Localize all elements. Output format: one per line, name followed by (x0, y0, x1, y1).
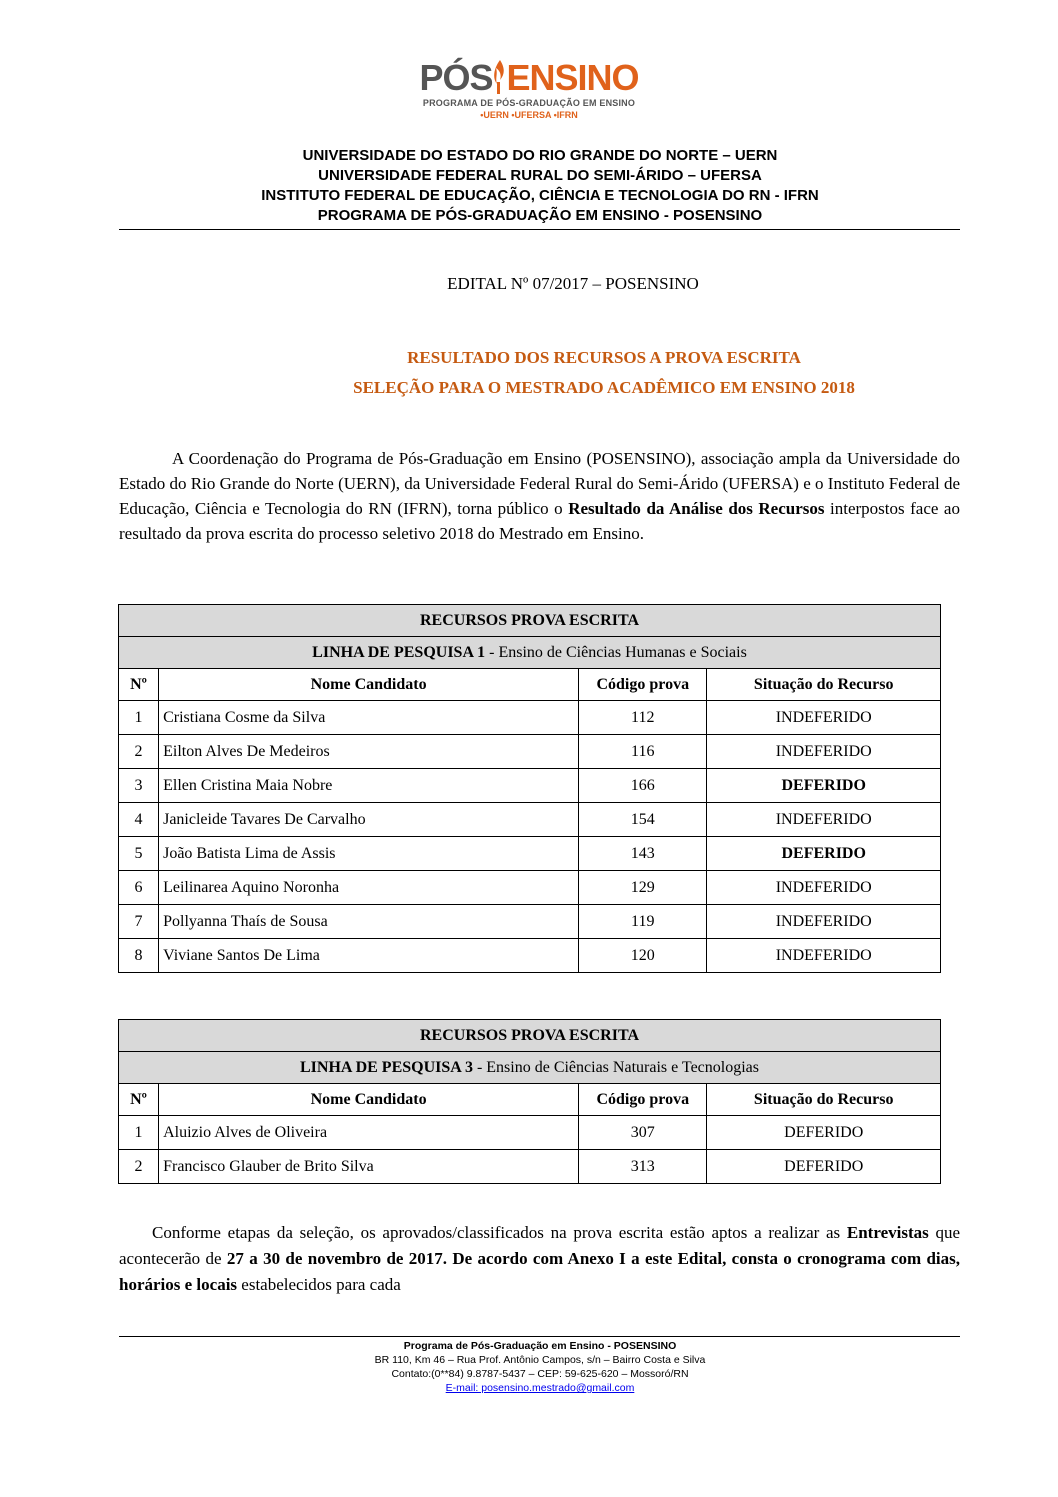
candidate-name: Leilinarea Aquino Noronha (159, 871, 579, 905)
candidate-name: Janicleide Tavares De Carvalho (159, 803, 579, 837)
row-number: 7 (119, 905, 159, 939)
appeals-table-linha-1 (118, 604, 941, 973)
column-header-code: Código prova (579, 669, 707, 701)
candidate-name: Eilton Alves De Medeiros (159, 735, 579, 769)
row-number: 2 (119, 1150, 159, 1184)
header-line-ifrn: INSTITUTO FEDERAL DE EDUCAÇÃO, CIÊNCIA E TECNOLOGIA DO RN - IFRN (261, 187, 819, 204)
candidate-name: Cristiana Cosme da Silva (159, 701, 579, 735)
column-header-status: Situação do Recurso (707, 669, 941, 701)
table-row (119, 803, 941, 837)
result-title-line-1: RESULTADO DOS RECURSOS A PROVA ESCRITA (407, 348, 801, 367)
row-number: 8 (119, 939, 159, 973)
table-row (119, 1150, 941, 1184)
candidate-name: Viviane Santos De Lima (159, 939, 579, 973)
header-divider (119, 229, 960, 230)
appeals-table-linha-3 (118, 1019, 941, 1184)
footer (0, 1339, 1058, 1395)
header-line-ufersa: UNIVERSIDADE FEDERAL RURAL DO SEMI-ÁRIDO – UFERSA (318, 167, 762, 184)
table-row (119, 837, 941, 871)
column-header-number: Nº (119, 1084, 159, 1116)
flame-icon (493, 58, 507, 96)
row-number: 3 (119, 769, 159, 803)
appeal-status: DEFERIDO (707, 1150, 941, 1184)
logo-ensino-text: ENSINO (506, 57, 639, 98)
table-row (119, 905, 941, 939)
row-number: 5 (119, 837, 159, 871)
candidate-name: Pollyanna Thaís de Sousa (159, 905, 579, 939)
exam-code: 129 (579, 871, 707, 905)
candidate-name: João Batista Lima de Assis (159, 837, 579, 871)
appeal-status: INDEFERIDO (707, 871, 941, 905)
column-header-name: Nome Candidato (159, 1084, 579, 1116)
exam-code: 307 (579, 1116, 707, 1150)
logo-pos-text: PÓS (419, 57, 493, 98)
header-line-uern: UNIVERSIDADE DO ESTADO DO RIO GRANDE DO NORTE – UERN (302, 147, 778, 164)
appeal-status: DEFERIDO (707, 837, 941, 871)
appeal-status: INDEFERIDO (707, 735, 941, 769)
table-row (119, 939, 941, 973)
exam-code: 313 (579, 1150, 707, 1184)
row-number: 2 (119, 735, 159, 769)
exam-code: 154 (579, 803, 707, 837)
appeal-status: DEFERIDO (707, 769, 941, 803)
closing-paragraph: Conforme etapas da seleção, os aprovados/classificados na prova escrita estão aptos a realizar as Entrevistas que acontecerão de 27 a 30 de novembro de 2017. De acordo com Anexo I a este Edital, consta o cronograma com dias, horários e locais estabelecidos para cada (119, 1223, 961, 1294)
header-line-program: PROGRAMA DE PÓS-GRADUAÇÃO EM ENSINO - POSENSINO (317, 207, 763, 224)
candidate-name: Ellen Cristina Maia Nobre (159, 769, 579, 803)
logo-institutions: •UERN •UFERSA •IFRN (480, 110, 578, 120)
intro-bold-text: Resultado da Análise dos Recursos (568, 499, 825, 518)
logo-wordmark (419, 58, 638, 98)
exam-code: 120 (579, 939, 707, 973)
footer-email-link[interactable]: E-mail: posensino.mestrado@gmail.com (445, 1382, 635, 1394)
intro-paragraph: A Coordenação do Programa de Pós-Graduação em Ensino (POSENSINO), associação ampla da Universidade do Estado do Rio Grande do Norte (UERN), da Universidade Federal Rural do Semi-Árido (UFERSA) e o Instituto Federal de Educação, Ciência e Tecnologia do RN (IFRN), torna público o Resultado da Análise dos Recursos interpostos face ao resultado da prova escrita do processo seletivo 2018 do Mestrado em Ensino. (119, 449, 960, 543)
table-row (119, 769, 941, 803)
table-row (119, 1116, 941, 1150)
footer-divider (119, 1336, 960, 1337)
exam-code: 116 (579, 735, 707, 769)
result-title (0, 343, 1058, 403)
exam-code: 166 (579, 769, 707, 803)
column-header-name: Nome Candidato (159, 669, 579, 701)
table-research-line: LINHA DE PESQUISA 1 - Ensino de Ciências Humanas e Sociais (119, 637, 941, 669)
column-header-status: Situação do Recurso (707, 1084, 941, 1116)
table-title: RECURSOS PROVA ESCRITA (119, 1020, 941, 1052)
logo-subtitle: PROGRAMA DE PÓS-GRADUAÇÃO EM ENSINO (422, 98, 636, 108)
candidate-name: Aluizio Alves de Oliveira (159, 1116, 579, 1150)
row-number: 4 (119, 803, 159, 837)
exam-code: 112 (579, 701, 707, 735)
footer-contact: Contato:(0**84) 9.8787-5437 – CEP: 59-625-620 – Mossoró/RN (391, 1368, 689, 1380)
exam-code: 119 (579, 905, 707, 939)
table-row (119, 701, 941, 735)
posensino-logo (0, 58, 1058, 121)
table-research-line: LINHA DE PESQUISA 3 - Ensino de Ciências Naturais e Tecnologias (119, 1052, 941, 1084)
edital-title: EDITAL Nº 07/2017 – POSENSINO (447, 274, 699, 293)
row-number: 1 (119, 701, 159, 735)
institution-header (0, 146, 1058, 226)
candidate-name: Francisco Glauber de Brito Silva (159, 1150, 579, 1184)
table-row (119, 871, 941, 905)
table-row (119, 735, 941, 769)
table-title: RECURSOS PROVA ESCRITA (119, 605, 941, 637)
result-title-line-2: SELEÇÃO PARA O MESTRADO ACADÊMICO EM ENSINO 2018 (353, 378, 855, 397)
footer-title: Programa de Pós-Graduação em Ensino - POSENSINO (403, 1340, 677, 1352)
column-header-code: Código prova (579, 1084, 707, 1116)
exam-code: 143 (579, 837, 707, 871)
column-header-number: Nº (119, 669, 159, 701)
row-number: 6 (119, 871, 159, 905)
row-number: 1 (119, 1116, 159, 1150)
appeal-status: DEFERIDO (707, 1116, 941, 1150)
footer-address: BR 110, Km 46 – Rua Prof. Antônio Campos, s/n – Bairro Costa e Silva (374, 1354, 706, 1366)
appeal-status: INDEFERIDO (707, 905, 941, 939)
appeal-status: INDEFERIDO (707, 939, 941, 973)
appeal-status: INDEFERIDO (707, 701, 941, 735)
appeal-status: INDEFERIDO (707, 803, 941, 837)
